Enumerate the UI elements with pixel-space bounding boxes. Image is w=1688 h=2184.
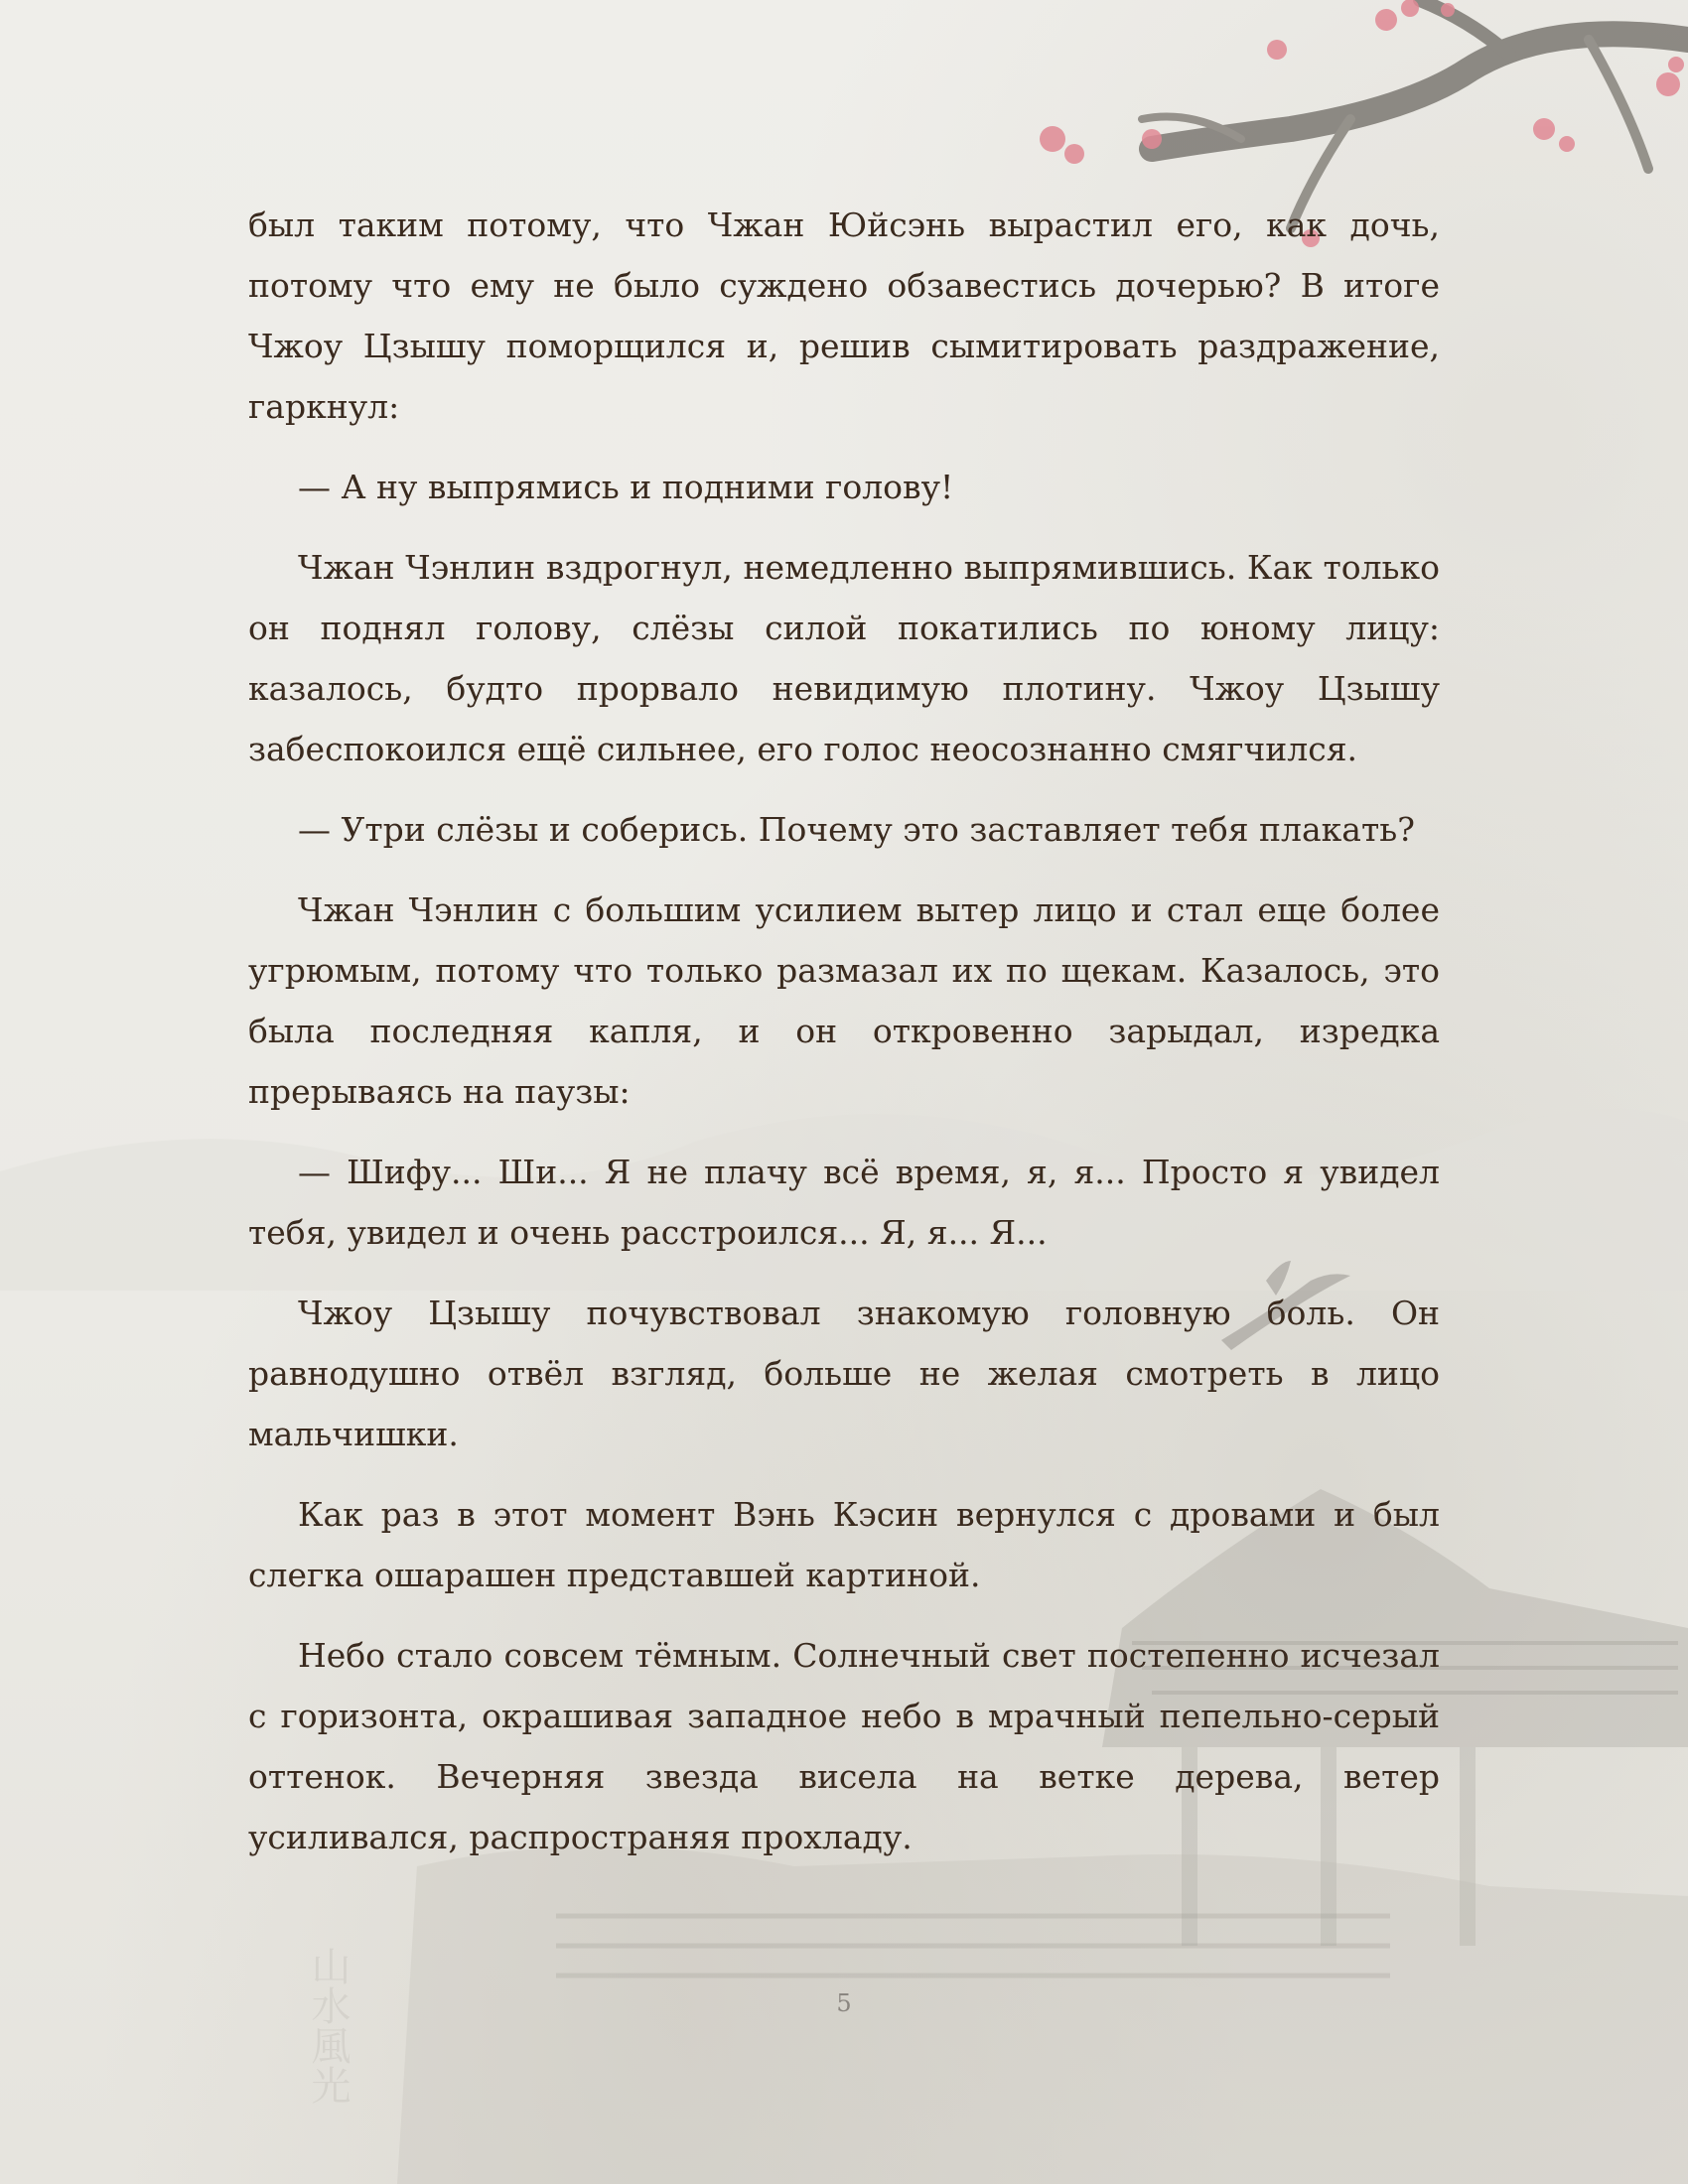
paragraph: — Утри слёзы и соберись. Почему это заставляет тебя плакать?: [298, 810, 1415, 849]
paragraph: Чжан Чэнлин вздрогнул, немедленно выпрямившись. Как только он поднял голову, слёзы силой покатились по юному лицу: казалось, будто прорвало невидимую плотину. Чжоу Цзышу забеспокоился ещё сильнее, его голос неосознанно смягчился.: [248, 548, 1440, 768]
paragraph: был таким потому, что Чжан Юйсэнь вырастил его, как дочь, потому что ему не было суждено обзавестись дочерью? В итоге Чжоу Цзышу поморщился и, решив сымитировать раздражение, гаркнул:: [248, 205, 1440, 426]
page-number: 5: [836, 1989, 852, 2017]
chapter-text: [248, 195, 1440, 1887]
paragraph: Чжан Чэнлин с большим усилием вытер лицо и стал еще более угрюмым, потому что только размазал их по щекам. Казалось, это была последняя капля, и он откровенно зарыдал, изредка прерываясь на паузы:: [248, 890, 1440, 1111]
paragraph: — А ну выпрямись и подними голову!: [298, 468, 954, 506]
paragraph: Небо стало совсем тёмным. Солнечный свет постепенно исчезал с горизонта, окрашивая западное небо в мрачный пепельно-серый оттенок. Вечерняя звезда висела на ветке дерева, ветер усиливался, распространяя прохладу.: [248, 1636, 1440, 1856]
paragraph: Чжоу Цзышу почувствовал знакомую головную боль. Он равнодушно отвёл взгляд, больше не желая смотреть в лицо мальчишки.: [248, 1294, 1440, 1453]
paragraph: Как раз в этот момент Вэнь Кэсин вернулся с дровами и был слегка ошарашен представшей картиной.: [248, 1495, 1440, 1594]
faint-calligraphy: 山水風光: [305, 1946, 351, 2105]
paragraph: — Шифу... Ши... Я не плачу всё время, я, я... Просто я увидел тебя, увидел и очень расстроился... Я, я... Я...: [248, 1153, 1440, 1252]
